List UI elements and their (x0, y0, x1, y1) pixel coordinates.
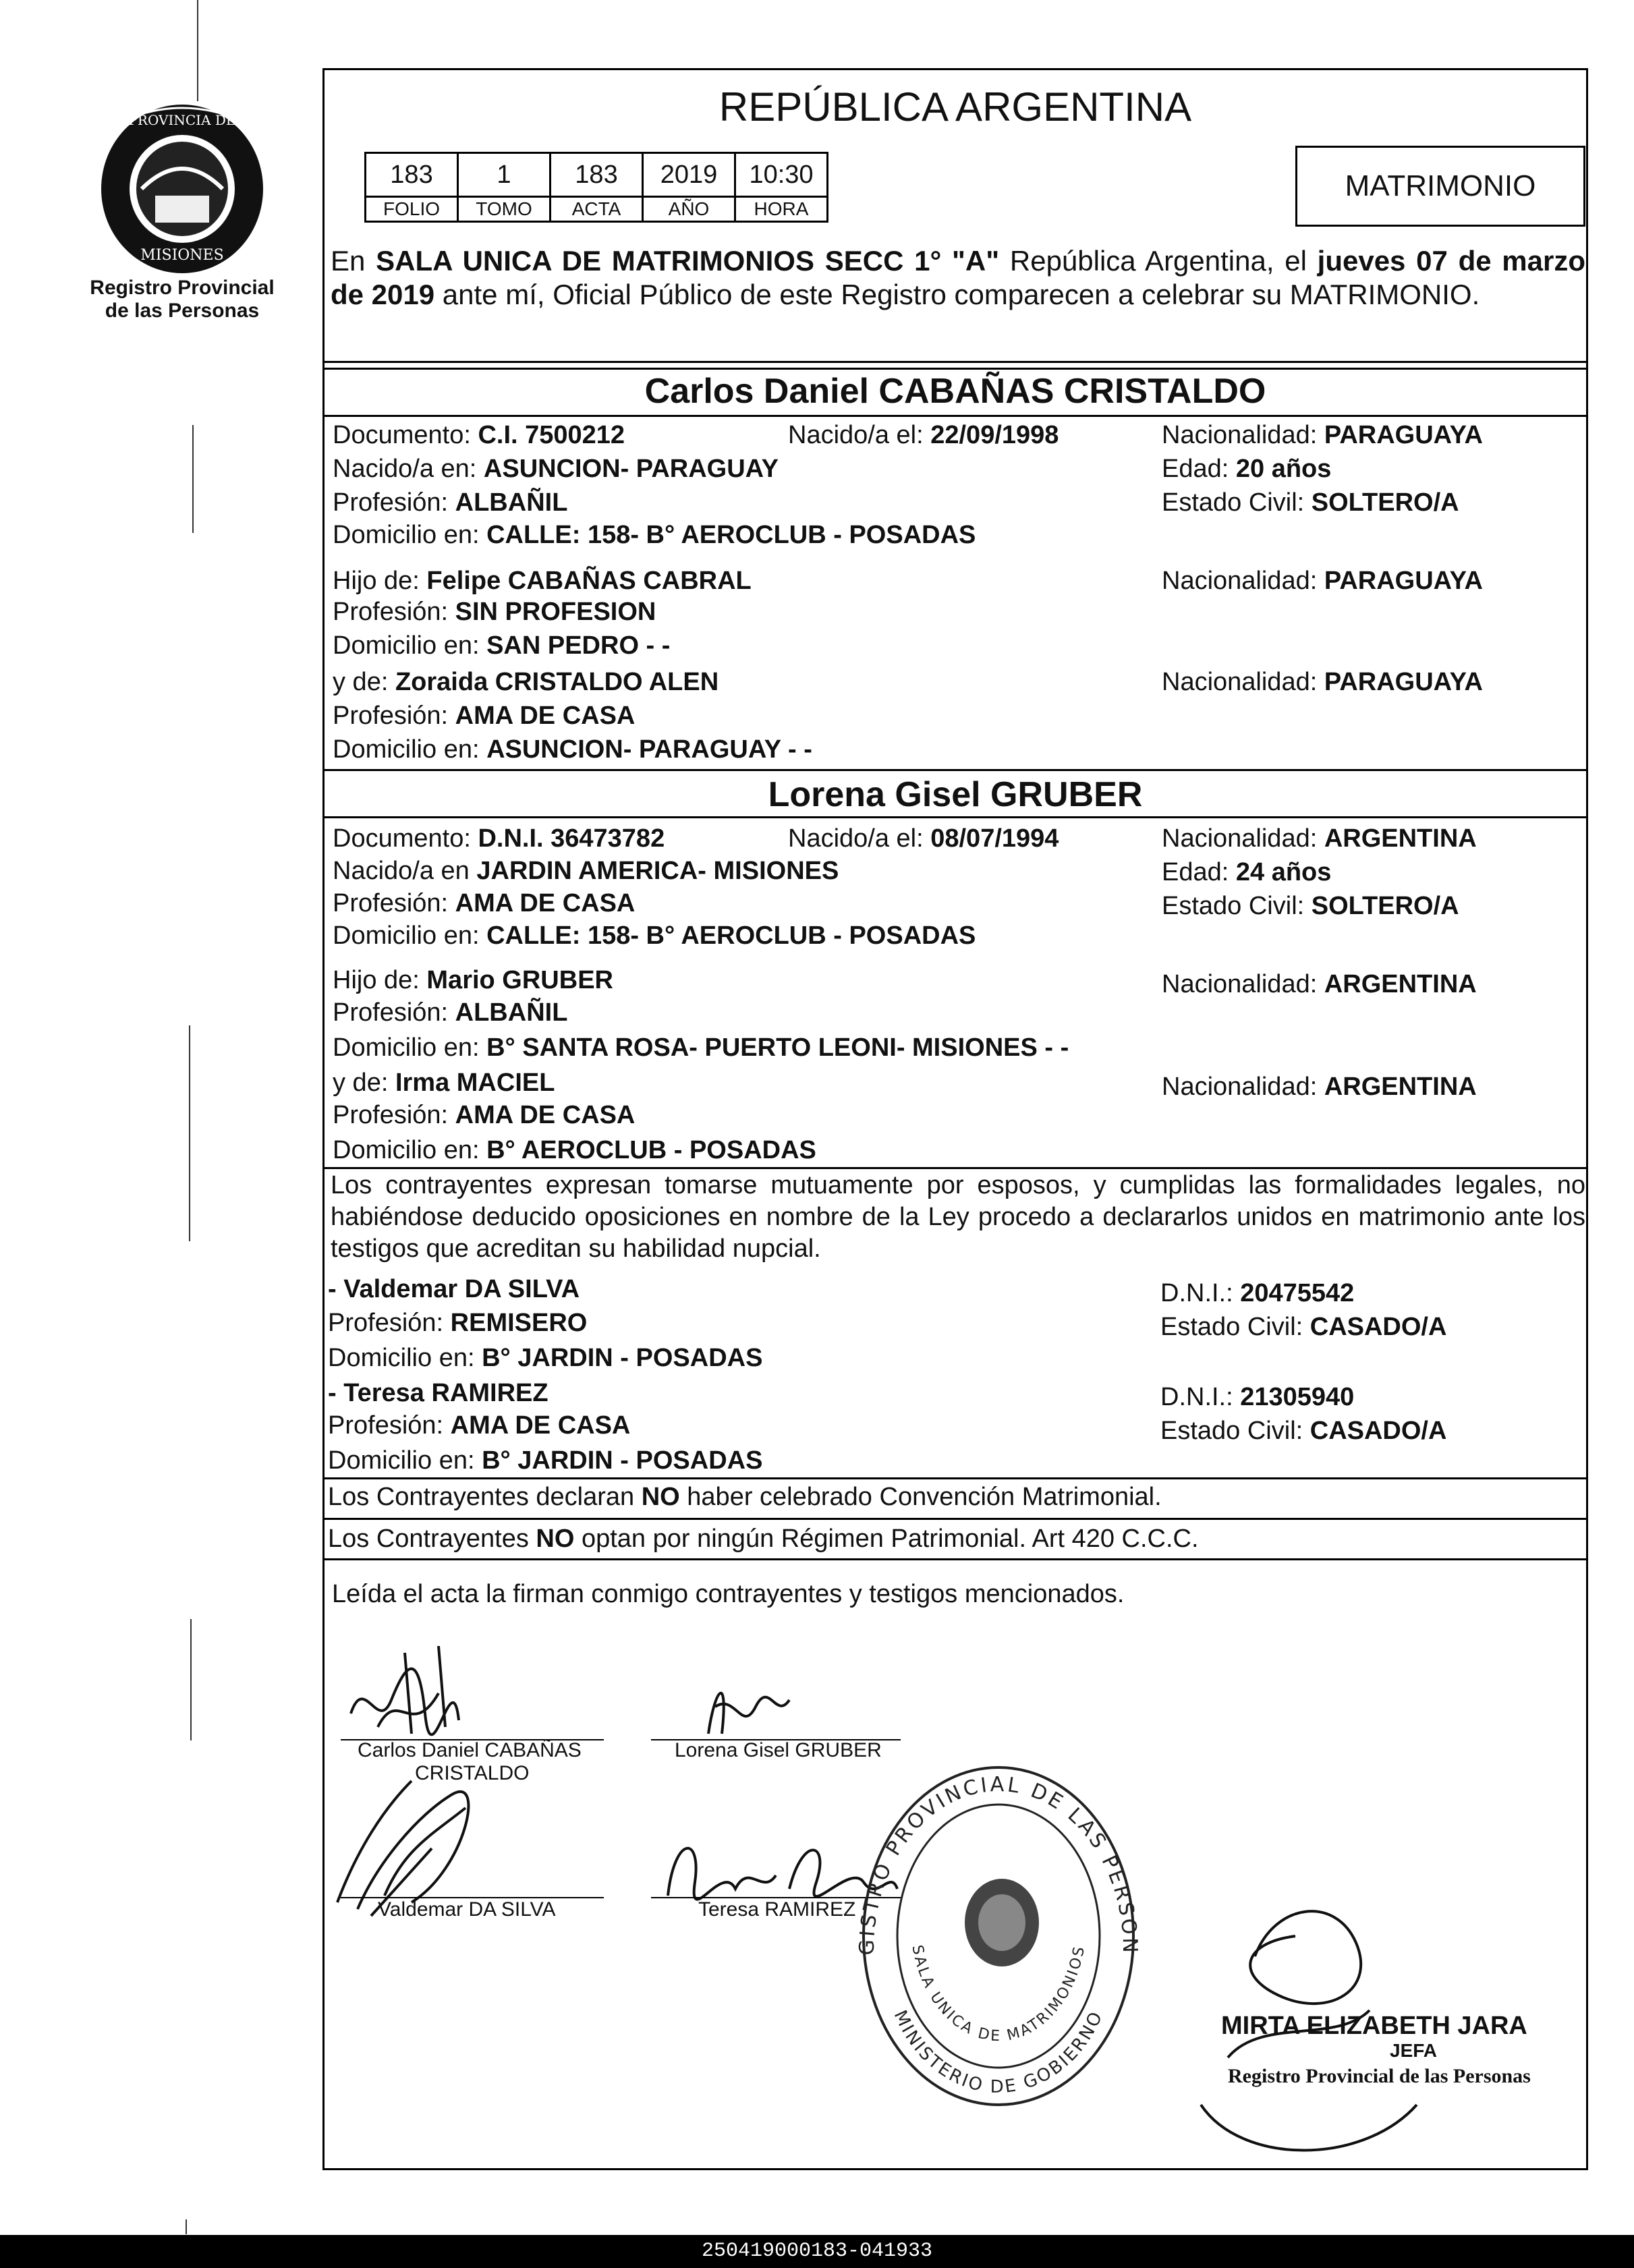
spouse2-madre-domicilio: Domicilio en: B° AEROCLUB - POSADAS (333, 1136, 816, 1164)
spouse1-estado-civil: Estado Civil: SOLTERO/A (1162, 488, 1459, 517)
barcode-number: 250419000183-041933 (0, 2235, 1634, 2268)
folio-value: 183 (366, 153, 458, 197)
category-box: MATRIMONIO (1295, 146, 1585, 227)
spouse1-nacionalidad: Nacionalidad: PARAGUAYA (1162, 421, 1483, 449)
acta-value: 183 (551, 153, 643, 197)
tomo-value: 1 (458, 153, 551, 197)
spouse2-domicilio: Domicilio en: CALLE: 158- B° AEROCLUB - POSADAS (333, 922, 976, 950)
witness2-signature-label: Teresa RAMIREZ (698, 1898, 856, 1921)
spouse2-padre-domicilio: Domicilio en: B° SANTA ROSA- PUERTO LEONI- MISIONES - - (333, 1033, 1069, 1062)
spouse1-madre-profesion: Profesión: AMA DE CASA (333, 702, 636, 730)
official-name: MIRTA ELIZABETH JARA (1221, 2012, 1527, 2040)
anio-label: AÑO (643, 197, 735, 222)
acta-label: ACTA (551, 197, 643, 222)
patrimonial-regime-statement: Los Contrayentes NO optan por ningún Régimen Patrimonial. Art 420 C.C.C. (328, 1525, 1199, 1553)
spouse1-edad: Edad: 20 años (1162, 455, 1332, 483)
spouse1-name-heading: Carlos Daniel CABAÑAS CRISTALDO (644, 372, 1266, 411)
stamp-inner-text: SALA UNICA DE MATRIMONIOS (908, 1944, 1089, 2045)
spouse2-documento: Documento: D.N.I. 36473782 (333, 824, 665, 853)
intro-place: SALA UNICA DE MATRIMONIOS SECC 1° "A" (376, 245, 1000, 277)
declaration-paragraph: Los contrayentes expresan tomarse mutuamente por esposos, y cumplidas las formalidades legales, no habiéndose deducido oposiciones en nombre de la Ley procedo a declararlos unidos en matrimonio ante los testigos que acreditan su habilidad nupcial. (331, 1171, 1585, 1263)
witness2-estado-civil: Estado Civil: CASADO/A (1160, 1417, 1447, 1445)
spouse1-madre-nacionalidad: Nacionalidad: PARAGUAYA (1162, 668, 1483, 696)
spouse1-madre: y de: Zoraida CRISTALDO ALEN (333, 668, 719, 696)
witness1-estado-civil: Estado Civil: CASADO/A (1160, 1313, 1447, 1341)
svg-text:MINISTERIO DE GOBIERNO (890, 2008, 1108, 2097)
anio-value: 2019 (643, 153, 735, 197)
spouse2-padre-nacionalidad: Nacionalidad: ARGENTINA (1162, 970, 1477, 998)
logo-caption-2: de las Personas (105, 300, 260, 322)
seal-top-text: PROVINCIA DE (128, 112, 236, 128)
spouse2-madre-profesion: Profesión: AMA DE CASA (333, 1101, 636, 1129)
spouse2-name-heading: Lorena Gisel GRUBER (768, 775, 1143, 814)
spouse2-edad: Edad: 24 años (1162, 858, 1332, 886)
spouse2-padre: Hijo de: Mario GRUBER (333, 966, 613, 994)
witness2-domicilio: Domicilio en: B° JARDIN - POSADAS (328, 1446, 763, 1475)
intro-text: República Argentina, el (999, 245, 1318, 277)
stamp-top-text: GISTRO PROVINCIAL DE LAS PERSON (855, 1773, 1142, 1956)
logo-caption-1: Registro Provincial (90, 277, 275, 299)
spouse1-padre-domicilio: Domicilio en: SAN PEDRO - - (333, 631, 671, 660)
spouse1-madre-domicilio: Domicilio en: ASUNCION- PARAGUAY - - (333, 735, 812, 764)
witness1-name: - Valdemar DA SILVA (328, 1275, 580, 1303)
divider (322, 1167, 1588, 1169)
spouse1-nacido-en: Nacido/a en: ASUNCION- PARAGUAY (333, 455, 779, 483)
divider (322, 769, 1588, 771)
registry-table (364, 152, 828, 223)
witness2-name: - Teresa RAMIREZ (328, 1379, 548, 1407)
official-role: JEFA (1390, 2040, 1438, 2061)
closing-statement: Leída el acta la firman conmigo contrayentes y testigos mencionados. (332, 1580, 1125, 1608)
divider (322, 1558, 1588, 1560)
provincial-logo (94, 94, 270, 277)
spouse2-padre-profesion: Profesión: ALBAÑIL (333, 998, 568, 1027)
spouse2-madre: y de: Irma MACIEL (333, 1069, 555, 1097)
spouse2-profesion: Profesión: AMA DE CASA (333, 889, 636, 917)
divider (322, 1477, 1588, 1479)
intro-text: ante mí, Oficial Público de este Registro comparecen a celebrar su MATRIMONIO. (434, 279, 1480, 310)
spouse1-nacido-el: Nacido/a el: 22/09/1998 (788, 421, 1059, 449)
spouse1-signature-label-2: CRISTALDO (415, 1762, 530, 1784)
divider (322, 415, 1588, 417)
intro-paragraph (331, 244, 1585, 312)
scan-line (192, 425, 194, 533)
scan-line (190, 1619, 192, 1740)
witness2-dni: D.N.I.: 21305940 (1160, 1383, 1355, 1411)
spouse1-padre: Hijo de: Felipe CABAÑAS CABRAL (333, 567, 752, 595)
spouse2-nacionalidad: Nacionalidad: ARGENTINA (1162, 824, 1477, 853)
divider (322, 361, 1588, 363)
witness1-signature-label: Valdemar DA SILVA (378, 1898, 556, 1921)
intro-date: jueves 07 de marzo de 2019 (331, 245, 1586, 310)
seal-bottom-text: MISIONES (140, 247, 224, 264)
divider (322, 816, 1588, 818)
witness2-profesion: Profesión: AMA DE CASA (328, 1411, 631, 1440)
witness1-profesion: Profesión: REMISERO (328, 1309, 588, 1337)
tomo-label: TOMO (458, 197, 551, 222)
spouse1-domicilio: Domicilio en: CALLE: 158- B° AEROCLUB - POSADAS (333, 521, 976, 549)
scan-line (186, 2219, 187, 2234)
spouse2-signature-label: Lorena Gisel GRUBER (675, 1739, 882, 1761)
spouse1-padre-profesion: Profesión: SIN PROFESION (333, 598, 656, 626)
divider (322, 368, 1588, 370)
page-title: REPÚBLICA ARGENTINA (719, 84, 1192, 130)
witness1-domicilio: Domicilio en: B° JARDIN - POSADAS (328, 1344, 763, 1372)
hora-value: 10:30 (735, 153, 828, 197)
spouse1-signature (337, 1633, 486, 1747)
stamp-bottom-text: MINISTERIO DE GOBIERNO (889, 2007, 1108, 2097)
spouse1-documento: Documento: C.I. 7500212 (333, 421, 625, 449)
spouse2-nacido-en: Nacido/a en JARDIN AMERICA- MISIONES (333, 857, 839, 885)
spouse1-profesion: Profesión: ALBAÑIL (333, 488, 568, 517)
spouse2-signature (688, 1660, 803, 1747)
intro-text: En (331, 245, 376, 277)
official-organization: Registro Provincial de las Personas (1228, 2065, 1531, 2087)
spouse2-nacido-el: Nacido/a el: 08/07/1994 (788, 824, 1059, 853)
witness1-dni: D.N.I.: 20475542 (1160, 1279, 1355, 1307)
spouse1-padre-nacionalidad: Nacionalidad: PARAGUAYA (1162, 567, 1483, 595)
spouse1-signature-label-1: Carlos Daniel CABAÑAS (358, 1739, 582, 1761)
convention-statement: Los Contrayentes declaran NO haber celebrado Convención Matrimonial. (328, 1483, 1162, 1511)
spouse2-madre-nacionalidad: Nacionalidad: ARGENTINA (1162, 1073, 1477, 1101)
official-stamp (847, 1747, 1150, 2125)
divider (322, 1518, 1588, 1520)
spouse2-estado-civil: Estado Civil: SOLTERO/A (1162, 892, 1459, 920)
scan-line (197, 0, 198, 101)
folio-label: FOLIO (366, 197, 458, 222)
scan-line (189, 1025, 190, 1241)
hora-label: HORA (735, 197, 828, 222)
